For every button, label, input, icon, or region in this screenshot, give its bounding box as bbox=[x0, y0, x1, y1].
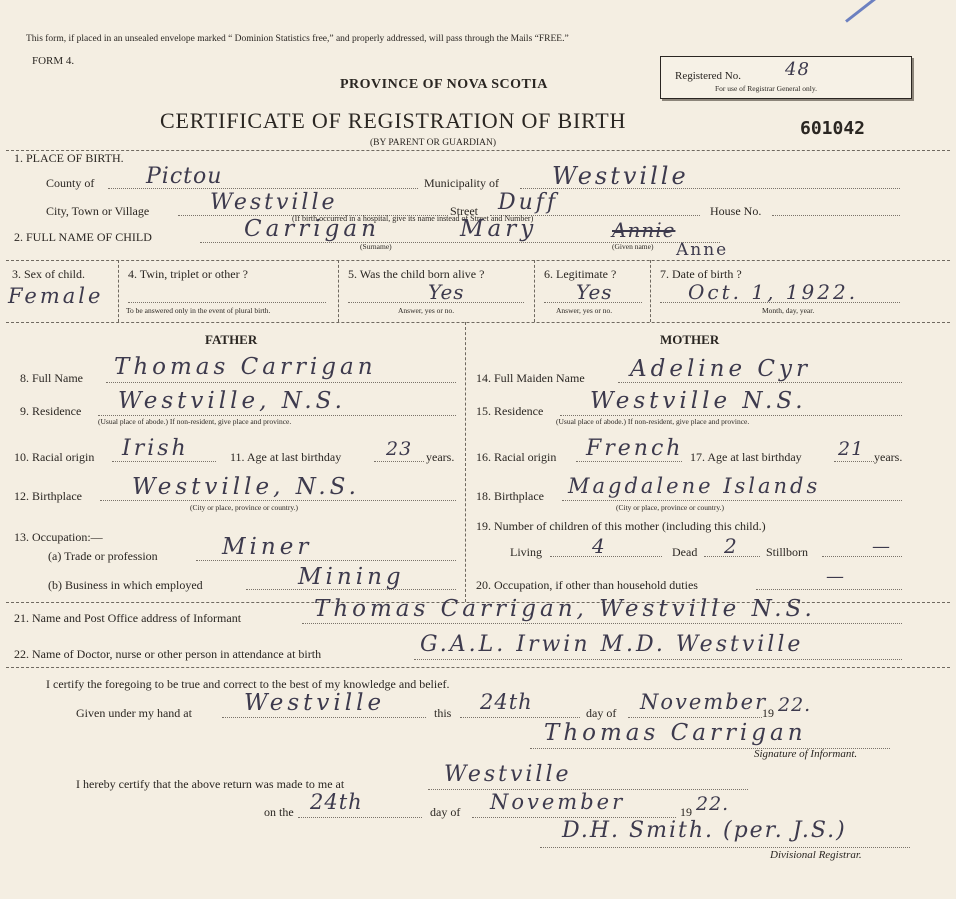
registrar-day: 24th bbox=[310, 790, 363, 814]
dob-value: Oct. 1, 1922. bbox=[688, 280, 859, 304]
dead-label: Dead bbox=[672, 545, 698, 559]
street-value: Duff bbox=[498, 190, 559, 215]
divider bbox=[6, 667, 950, 668]
municipality-value: Westville bbox=[552, 162, 689, 190]
sex-label: 3. Sex of child. bbox=[12, 267, 85, 281]
mail-note: This form, if placed in an unsealed envelope marked “ Dominion Statistics free,” and properly addressed, will pass through the Mails “FREE.” bbox=[26, 34, 569, 44]
alive-note: Answer, yes or no. bbox=[398, 306, 455, 315]
child-surname: Carrigan bbox=[244, 216, 380, 242]
business-value: Mining bbox=[298, 564, 405, 590]
mother-birthplace-label: 18. Birthplace bbox=[476, 489, 544, 503]
informant-signature-label: Signature of Informant. bbox=[754, 748, 858, 760]
mother-years: years. bbox=[874, 450, 903, 464]
divider bbox=[6, 260, 950, 261]
registered-label: Registered No. bbox=[675, 70, 741, 82]
divider bbox=[6, 322, 950, 323]
stillborn-label: Stillborn bbox=[766, 545, 809, 559]
certificate-subtitle: (BY PARENT OR GUARDIAN) bbox=[370, 138, 497, 148]
child-given-name: Mary bbox=[460, 216, 538, 242]
twin-label: 4. Twin, triplet or other ? bbox=[128, 267, 248, 281]
child-name-label: 2. FULL NAME OF CHILD bbox=[14, 230, 152, 244]
legitimate-label: 6. Legitimate ? bbox=[544, 267, 617, 281]
informant-signature: Thomas Carrigan bbox=[544, 720, 807, 746]
mother-race: French bbox=[586, 436, 684, 461]
mother-birthplace-note: (City or place, province or country.) bbox=[616, 503, 725, 512]
legitimate-value: Yes bbox=[576, 280, 613, 304]
registrar-month: November bbox=[490, 790, 626, 814]
form-number: FORM 4. bbox=[32, 55, 75, 67]
living-value: 4 bbox=[592, 534, 606, 558]
registrar-year: 22. bbox=[696, 793, 730, 815]
father-race-label: 10. Racial origin bbox=[14, 450, 95, 464]
county-label: County of bbox=[46, 176, 95, 190]
registered-number-box bbox=[660, 56, 912, 99]
mother-name-label: 14. Full Maiden Name bbox=[476, 371, 585, 385]
registrar-place: Westville bbox=[444, 762, 572, 787]
father-residence: Westville, N.S. bbox=[118, 388, 346, 414]
given-under-label: Given under my hand at bbox=[76, 706, 192, 720]
city-value: Westville bbox=[210, 190, 338, 215]
child-struck-name: Annie bbox=[612, 218, 676, 242]
on-the-label: on the bbox=[264, 805, 294, 819]
registrar-day-of-label: day of bbox=[430, 805, 461, 819]
doctor-value: G.A.L. Irwin M.D. Westville bbox=[420, 632, 804, 657]
hospital-note: (If birth occurred in a hospital, give its name instead of Street and Number) bbox=[292, 214, 534, 223]
business-label: (b) Business in which employed bbox=[48, 578, 203, 592]
registrar-certify-text: I hereby certify that the above return was made to me at bbox=[76, 777, 345, 791]
legitimate-note: Answer, yes or no. bbox=[556, 306, 613, 315]
registrar-signature: D.H. Smith. (per. J.S.) bbox=[562, 818, 847, 843]
house-label: House No. bbox=[710, 204, 762, 218]
given-name-note: (Given name) bbox=[612, 242, 654, 251]
dob-note: Month, day, year. bbox=[762, 306, 815, 315]
informant-label: 21. Name and Post Office address of Informant bbox=[14, 611, 242, 625]
mother-heading: MOTHER bbox=[660, 332, 720, 347]
registered-value: 48 bbox=[785, 59, 810, 80]
registrar-label: Divisional Registrar. bbox=[770, 849, 862, 861]
father-name-label: 8. Full Name bbox=[20, 371, 83, 385]
mother-residence-note: (Usual place of abode.) If non-resident, give place and province. bbox=[556, 417, 750, 426]
father-heading: FATHER bbox=[205, 332, 258, 347]
given-place: Westville bbox=[244, 690, 386, 716]
province-heading: PROVINCE OF NOVA SCOTIA bbox=[340, 77, 548, 92]
dead-value: 2 bbox=[724, 534, 738, 558]
father-race: Irish bbox=[122, 436, 189, 461]
this-label: this bbox=[434, 706, 452, 720]
ink-stroke bbox=[845, 0, 934, 23]
certificate-title: CERTIFICATE OF REGISTRATION OF BIRTH bbox=[160, 108, 627, 133]
doctor-label: 22. Name of Doctor, nurse or other person in attendance at birth bbox=[14, 647, 322, 661]
father-age: 23 bbox=[386, 438, 413, 460]
twin-note: To be answered only in the event of plural birth. bbox=[126, 306, 271, 315]
divider bbox=[6, 150, 950, 151]
father-residence-note: (Usual place of abode.) If non-resident, give place and province. bbox=[98, 417, 292, 426]
father-birthplace: Westville, N.S. bbox=[132, 474, 360, 500]
given-day: 24th bbox=[480, 690, 533, 714]
mother-race-label: 16. Racial origin bbox=[476, 450, 557, 464]
mother-age-label: 17. Age at last birthday bbox=[690, 450, 802, 464]
father-name: Thomas Carrigan bbox=[114, 354, 377, 380]
informant-value: Thomas Carrigan, Westville N.S. bbox=[314, 596, 816, 622]
father-years: years. bbox=[426, 450, 455, 464]
occupation-label: 13. Occupation:— bbox=[14, 530, 103, 544]
county-value: Pictou bbox=[146, 164, 223, 189]
father-birthplace-label: 12. Birthplace bbox=[14, 489, 82, 503]
registered-note: For use of Registrar General only. bbox=[715, 84, 817, 93]
serial-number: 601042 bbox=[800, 118, 866, 139]
registrar-year-prefix: 19 bbox=[680, 805, 692, 819]
certify-text: I certify the foregoing to be true and correct to the best of my knowledge and belief. bbox=[46, 677, 450, 691]
child-added-name: Anne bbox=[676, 240, 729, 260]
mother-name: Adeline Cyr bbox=[630, 356, 811, 382]
given-month: November bbox=[640, 690, 768, 714]
living-label: Living bbox=[510, 545, 542, 559]
mother-occupation: — bbox=[826, 566, 845, 587]
mother-birthplace: Magdalene Islands bbox=[568, 474, 821, 498]
surname-note: (Surname) bbox=[360, 242, 392, 251]
city-label: City, Town or Village bbox=[46, 204, 150, 218]
given-day-of-label: day of bbox=[586, 706, 617, 720]
place-of-birth-heading: 1. PLACE OF BIRTH. bbox=[14, 151, 124, 165]
alive-value: Yes bbox=[428, 280, 465, 304]
street-label: Street bbox=[450, 204, 478, 218]
dob-label: 7. Date of birth ? bbox=[660, 267, 742, 281]
alive-label: 5. Was the child born alive ? bbox=[348, 267, 485, 281]
father-age-label: 11. Age at last birthday bbox=[230, 450, 342, 464]
municipality-label: Municipality of bbox=[424, 176, 499, 190]
given-year: 22. bbox=[778, 694, 812, 716]
father-residence-label: 9. Residence bbox=[20, 404, 82, 418]
mother-age: 21 bbox=[838, 438, 865, 460]
mother-residence-label: 15. Residence bbox=[476, 404, 544, 418]
trade-label: (a) Trade or profession bbox=[48, 549, 158, 563]
stillborn-value: — bbox=[872, 536, 891, 557]
children-label: 19. Number of children of this mother (including this child.) bbox=[476, 519, 766, 533]
given-year-prefix: 19 bbox=[762, 706, 774, 720]
sex-value: Female bbox=[8, 284, 104, 308]
mother-residence: Westville N.S. bbox=[590, 388, 807, 414]
mother-occupation-label: 20. Occupation, if other than household duties bbox=[476, 578, 698, 592]
father-birthplace-note: (City or place, province or country.) bbox=[190, 503, 299, 512]
trade-value: Miner bbox=[222, 534, 313, 560]
